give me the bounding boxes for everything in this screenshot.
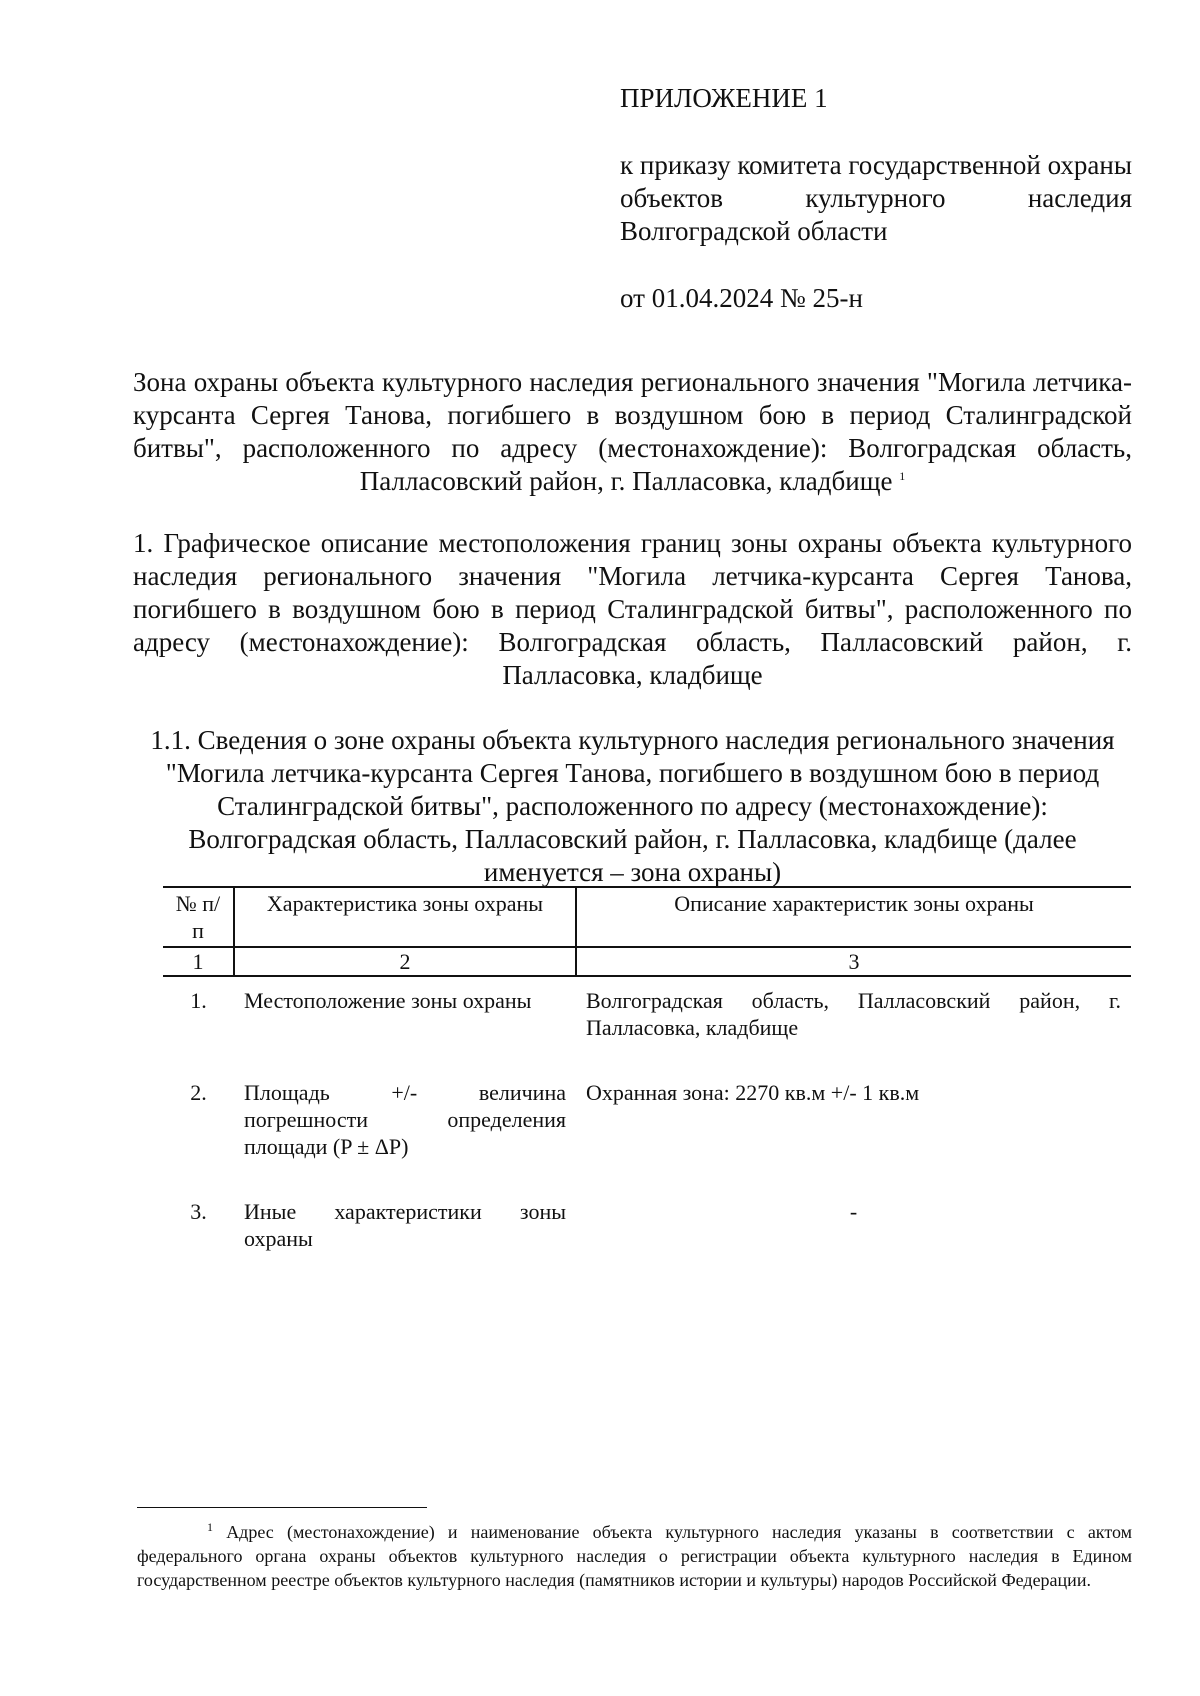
table-index-row [163,947,1131,976]
index-cell: 2 [234,947,576,976]
zone-characteristics-table [163,886,1131,1280]
footnote [137,1520,1132,1592]
row-number: 1. [190,988,207,1013]
row-description: Охранная зона: 2270 кв.м +/- 1 кв.м [586,1080,920,1105]
section-1-heading: 1. Графическое описание местоположения границ зоны охраны объекта культурного наследия регионального значения "Могила летчика-курсанта Сергея Танова, погибшего в воздушном бою в период Сталинградской битвы", расположенного по адресу (местонахождение): Волгоградская область, Палласовский район, г. Палласовка, кладбище [133,528,1132,690]
index-cell: 3 [576,947,1131,976]
zone-title [133,366,1132,498]
footnote-reference: 1 [899,469,906,483]
row-characteristic: Площадь +/- величина погрешности определения площади (P ± ΔP) [244,1080,566,1159]
header-description: Описание характеристик зоны охраны [576,887,1131,947]
appendix-order-date: от 01.04.2024 № 25-н [620,283,863,313]
table-row [163,976,1131,1069]
row-characteristic: Иные характеристики зоны охраны [244,1199,566,1251]
footnote-divider [137,1507,427,1508]
appendix-block [620,82,1132,315]
row-number: 3. [190,1199,207,1224]
index-cell: 1 [163,947,234,976]
footnote-mark: 1 [207,1520,213,1534]
header-characteristic: Характеристика зоны охраны [234,887,576,947]
row-number: 2. [190,1080,207,1105]
table-row [163,1188,1131,1280]
table-header-row [163,887,1131,947]
zone-title-text: Зона охраны объекта культурного наследия регионального значения "Могила летчика-курсанта Сергея Танова, погибшего в воздушном бою в период Сталинградской битвы", расположенного по адресу (местонахождение): Волгоградская область, Палласовский район, г. Палласовка, кладбище [133,367,1132,496]
header-number: № п/п [163,887,234,947]
row-characteristic: Местоположение зоны охраны [244,988,532,1013]
row-description: - [849,1199,858,1224]
footnote-text: Адрес (местонахождение) и наименование объекта культурного наследия указаны в соответствии с актом федерального органа охраны объектов культурного наследия о регистрации объекта культурного наследия в Едином государственном реестре объектов культурного наследия (памятников истории и культуры) народов Российской Федерации. [137,1522,1132,1590]
appendix-title: ПРИЛОЖЕНИЕ 1 [620,83,828,113]
appendix-order-reference: к приказу комитета государственной охраны объектов культурного наследия Волгоградской области [620,150,1132,246]
section-1-1-heading: 1.1. Сведения о зоне охраны объекта культурного наследия регионального значения "Могила летчика-курсанта Сергея Танова, погибшего в воздушном бою в период Сталинградской битвы", расположенного по адресу (местонахождение): Волгоградская область, Палласовский район, г. Палласовка, кладбище (далее именуется – зона охраны) [150,725,1115,887]
row-description: Волгоградская область, Палласовский район, г. Палласовка, кладбище [586,988,1121,1040]
table-row [163,1069,1131,1188]
